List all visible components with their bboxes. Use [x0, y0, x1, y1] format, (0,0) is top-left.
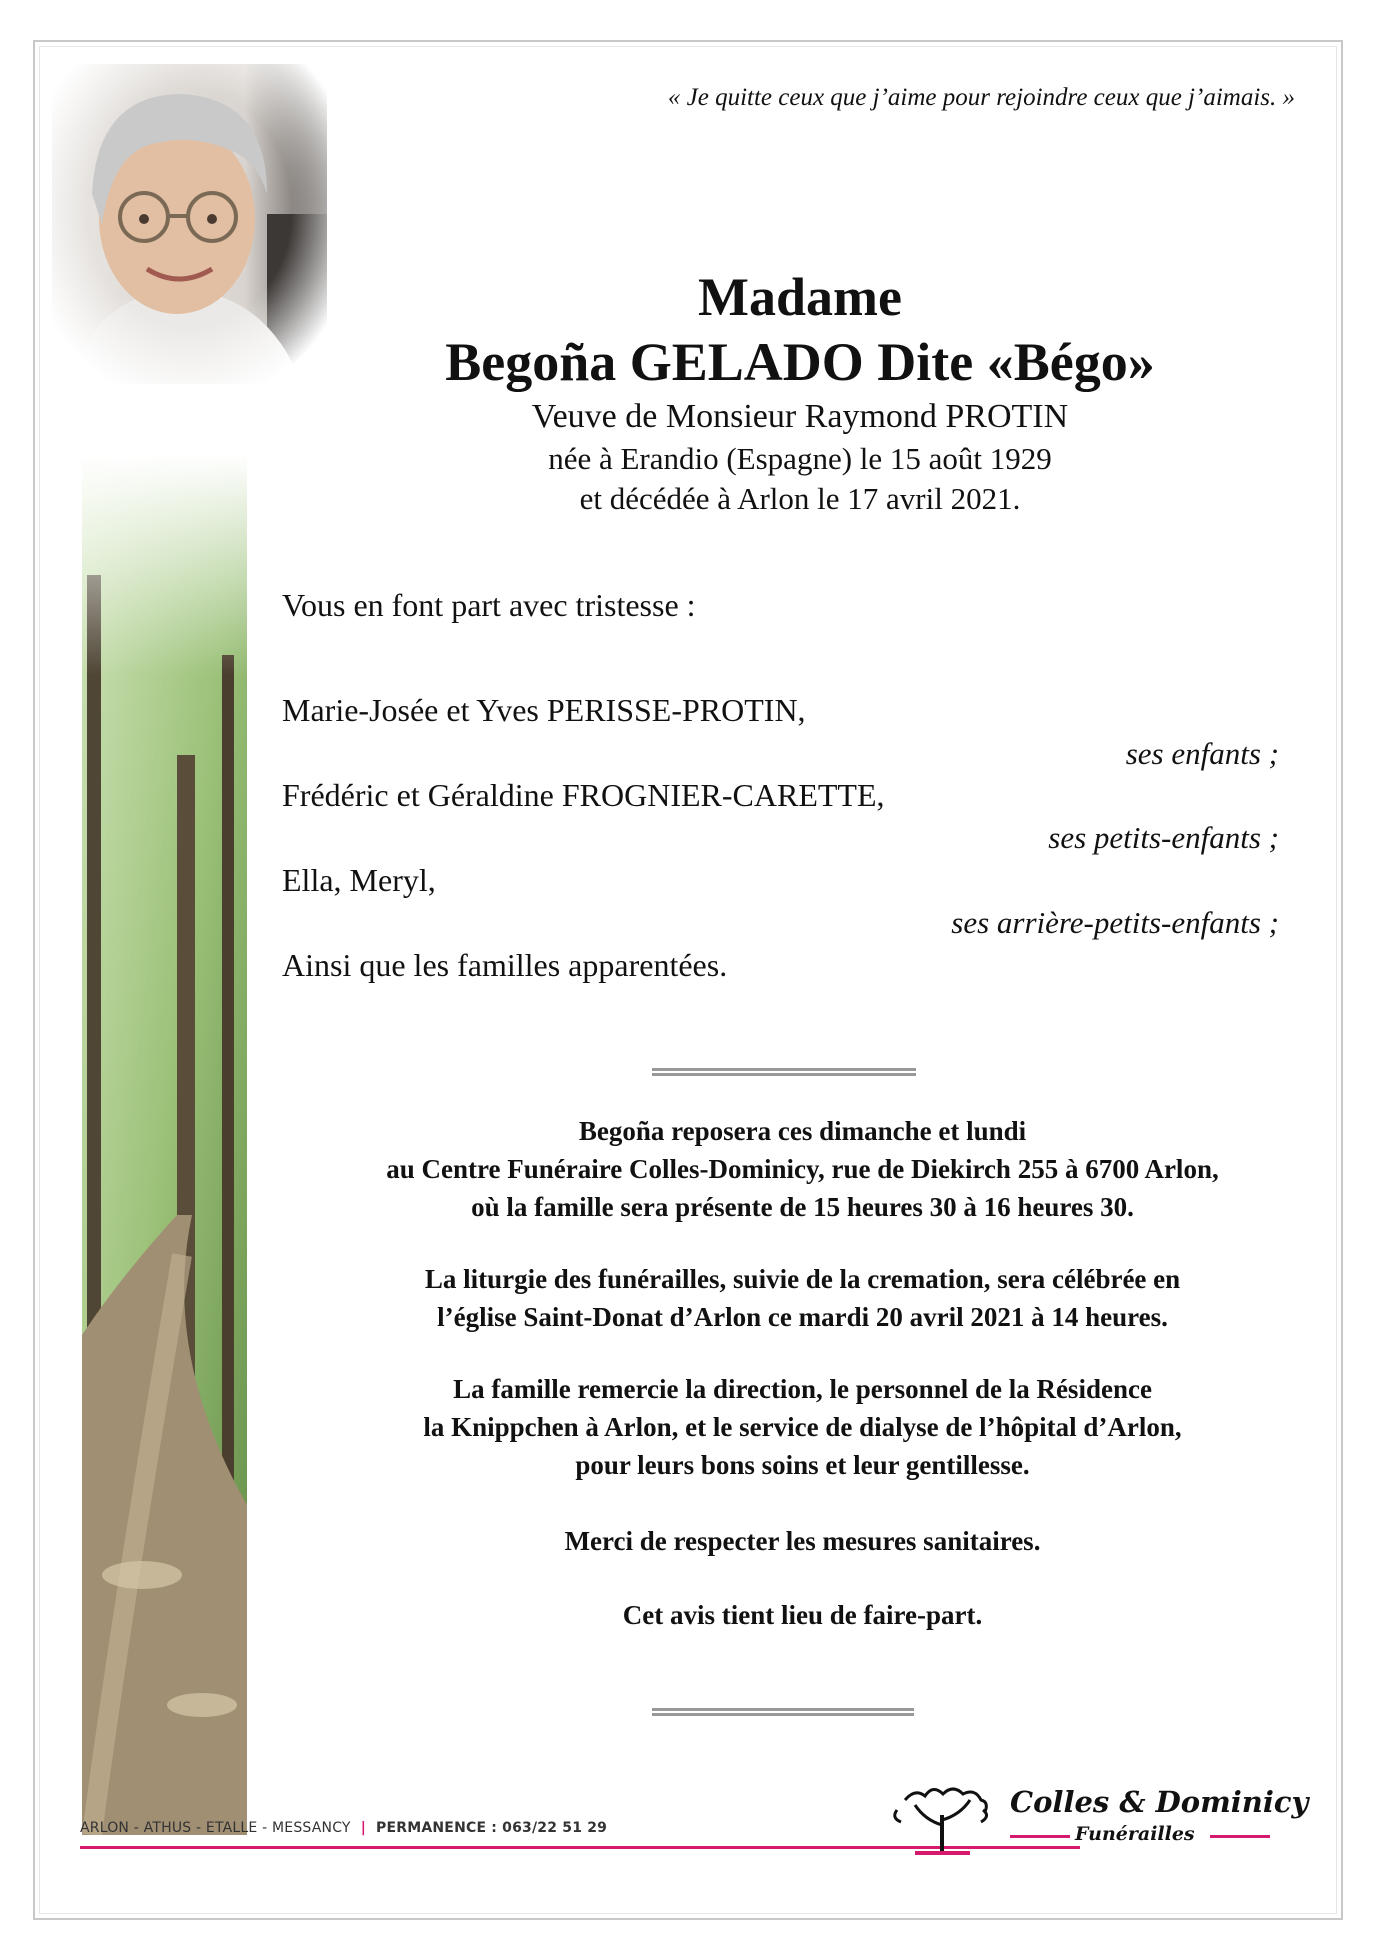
announcement-intro: Vous en font part avec tristesse : [282, 587, 696, 623]
epitaph-quote: « Je quitte ceux que j’aime pour rejoindre ceux que j’aimais. » [667, 84, 1295, 111]
footer-permanence: PERMANENCE : 063/22 51 29 [376, 1820, 608, 1836]
family-names-children: Marie-Josée et Yves PERISSE-PROTIN, [282, 692, 806, 728]
info-notice [290, 1596, 1315, 1634]
death-line: et décédée à Arlon le 17 avril 2021. [579, 481, 1021, 516]
funeral-home-logo [885, 1775, 1309, 1865]
info-line: pour leurs bons soins et leur gentillesse. [575, 1450, 1030, 1480]
deceased-header [300, 265, 1300, 519]
info-line: Cet avis tient lieu de faire-part. [622, 1600, 983, 1630]
footer-divider: | [360, 1820, 367, 1836]
logo-subtitle: Funérailles [1075, 1823, 1195, 1845]
family-relation-greatgrandchildren: ses arrière-petits-enfants ; [951, 905, 1279, 940]
info-line: l’église Saint-Donat d’Arlon ce mardi 20 avril 2021 à 14 heures. [437, 1302, 1168, 1332]
separator-bottom [652, 1708, 914, 1716]
tree-icon [885, 1775, 1000, 1855]
footer-locations: ARLON - ATHUS - ETALLE - MESSANCY [80, 1820, 351, 1836]
info-line: au Centre Funéraire Colles-Dominicy, rue de Diekirch 255 à 6700 Arlon, [386, 1154, 1219, 1184]
info-line: où la famille sera présente de 15 heures 30 à 16 heures 30. [471, 1192, 1134, 1222]
info-line: la Knippchen à Arlon, et le service de dialyse de l’hôpital d’Arlon, [423, 1412, 1182, 1442]
family-closing: Ainsi que les familles apparentées. [282, 947, 728, 983]
separator-top [652, 1068, 916, 1076]
footer-contact [80, 1820, 607, 1836]
logo-name: Colles & Dominicy [1010, 1785, 1309, 1819]
info-thanks [290, 1370, 1315, 1484]
honorific: Madame [698, 267, 902, 327]
info-sanitary [290, 1522, 1315, 1560]
info-line: Begoña reposera ces dimanche et lundi [578, 1116, 1027, 1146]
logo-underline-left [1010, 1835, 1070, 1838]
info-line: La famille remercie la direction, le personnel de la Résidence [453, 1374, 1152, 1404]
portrait-photo [52, 64, 327, 384]
birth-line: née à Erandio (Espagne) le 15 août 1929 [548, 441, 1052, 476]
forest-path-image [82, 455, 247, 1835]
family-relation-children: ses enfants ; [1125, 736, 1279, 771]
family-names-grandchildren: Frédéric et Géraldine FROGNIER-CARETTE, [282, 777, 885, 813]
info-line: La liturgie des funérailles, suivie de la cremation, sera célébrée en [424, 1264, 1181, 1294]
family-names-greatgrandchildren: Ella, Meryl, [282, 862, 436, 898]
info-line: Merci de respecter les mesures sanitaires. [564, 1526, 1041, 1556]
widow-of: Veuve de Monsieur Raymond PROTIN [531, 398, 1069, 435]
info-ceremony [290, 1260, 1315, 1336]
logo-underline-right [1210, 1835, 1270, 1838]
family-relation-grandchildren: ses petits-enfants ; [1048, 820, 1279, 855]
info-viewing [290, 1112, 1315, 1226]
deceased-name: Begoña GELADO Dite «Bégo» [445, 332, 1155, 392]
